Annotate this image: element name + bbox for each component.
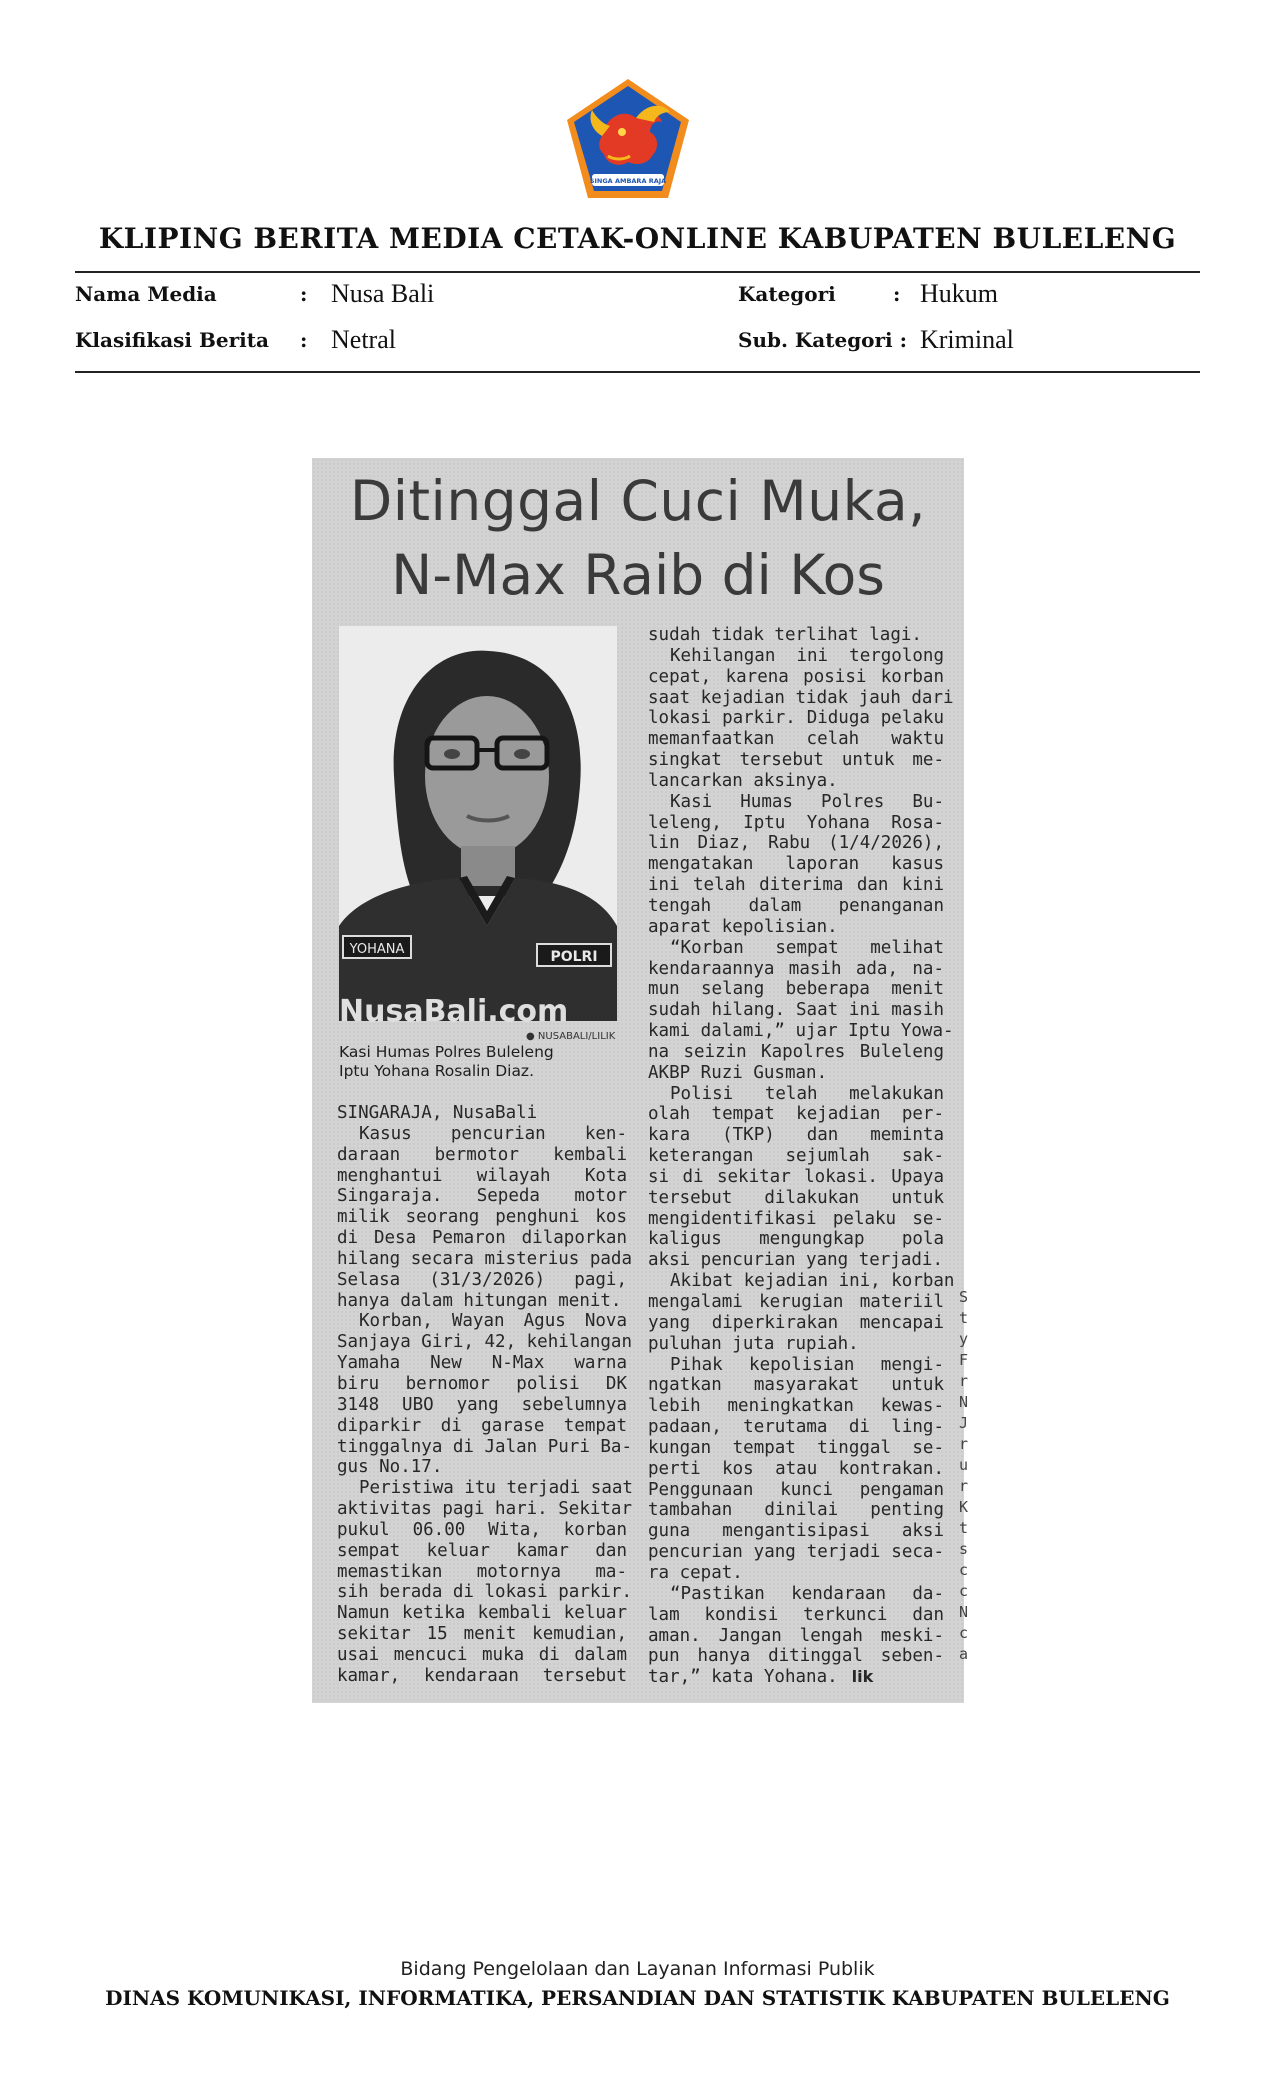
article-photo [339,626,617,1029]
article-text-line: di Desa Pemaron dilaporkan [337,1228,627,1249]
article-text-line: leleng, Iptu Yohana Rosa- [648,812,944,833]
article-text-line: milik seorang penghuni kos [337,1207,627,1228]
article-text-line: kamar, kendaraan tersebut [337,1665,627,1686]
article-text-line: 3148 UBO yang sebelumnya [337,1394,627,1415]
article-text-line: Korban, Wayan Agus Nova [359,1311,627,1332]
fragment-letter: F [959,1351,969,1369]
government-crest-logo [562,76,694,201]
fragment-letter: r [959,1477,969,1495]
article-text-line: aman. Jangan lengah meski- [648,1625,944,1646]
article-text-line: Kasi Humas Polres Bu- [670,791,944,812]
footer-division: Bidang Pengelolaan dan Layanan Informasi Publik [400,1958,875,1980]
article-text-line: memanfaatkan celah waktu [648,729,944,750]
article-text-line: aparat kepolisian. [648,916,838,937]
article-text-line: singkat tersebut untuk me- [648,750,944,771]
headline-line-2: N-Max Raib di Kos [391,543,885,607]
fragment-letter: c [959,1582,969,1600]
article-text-line: sekitar 15 menit kemudian, [337,1624,627,1645]
photo-watermark: NusaBali.com [339,994,569,1029]
article-text-line: biru bernomor polisi DK [337,1373,627,1394]
article-text-line: Yamaha New N-Max warna [337,1353,627,1374]
article-text-line: lebih meningkatkan kewas- [648,1396,944,1417]
meta-row-media [75,279,1200,313]
meta-row-classification [75,325,1200,359]
category-colon: : [893,282,901,306]
fragment-letter: r [959,1435,969,1453]
article-text-line: Akibat kejadian ini, korban [670,1271,955,1292]
classification-value: Netral [331,325,396,354]
article-text-line: aktivitas pagi hari. Sekitar [337,1499,633,1520]
headline-line-1: Ditinggal Cuci Muka, [349,469,927,533]
article-text-line: daraan bermotor kembali [337,1144,627,1165]
caption-line: Kasi Humas Polres Buleleng [339,1043,554,1061]
article-text-line: mengalami kerugian materiil [648,1292,944,1312]
article-text-line: lin Diaz, Rabu (1/4/2026), [648,833,944,854]
fragment-letter: J [959,1414,969,1432]
article-text-line: tar,” kata Yohana. [648,1667,838,1688]
article-text-line: “Korban sempat melihat [670,937,944,958]
article-text-line: sempat keluar kamar dan [337,1540,627,1561]
article-text-line: kaligus mengungkap pola [648,1229,944,1250]
article-text-line: perti kos atau kontrakan. [648,1458,944,1479]
article-closing-line [648,1667,944,1688]
fragment-letter: c [959,1561,969,1579]
article-text-line: memastikan motornya ma- [337,1561,627,1582]
article-text-line: Sanjaya Giri, 42, kehilangan [337,1332,633,1353]
article-text-line: sih berada di lokasi parkir. [337,1582,633,1603]
fragment-letter: u [959,1456,969,1474]
article-text-line: lancarkan aksinya. [648,770,838,791]
article-text-line: Pihak kepolisian mengi- [670,1354,944,1375]
fragment-letter: t [959,1519,969,1537]
author-signature: lik [851,1667,874,1687]
fragment-letter: t [959,1309,969,1327]
footer-agency: DINAS KOMUNIKASI, INFORMATIKA, PERSANDIAN DAN STATISTIK KABUPATEN BULELENG [105,1986,1170,2010]
article-column-left [337,1103,633,1687]
article-text-line: hanya dalam hitungan menit. [337,1290,622,1311]
article-text-line: pencurian yang terjadi seca- [648,1542,944,1563]
media-value: Nusa Bali [331,279,435,308]
media-label: Nama Media [75,282,217,306]
article-text-line: pukul 06.00 Wita, korban [337,1519,627,1540]
article-text-line: mengatakan laporan kasus [648,854,944,875]
article-text-line: hilang secara misterius pada [337,1248,633,1269]
classification-colon: : [300,328,308,352]
article-text-line: aksi pencurian yang terjadi. [648,1250,944,1271]
article-text-line: “Pastikan kendaraan da- [670,1583,944,1604]
header-rule-bottom [75,371,1200,373]
classification-label: Klasifikasi Berita [75,328,269,352]
photo-polri-badge: POLRI [550,949,598,965]
article-text-line: tengah dalam penanganan [648,895,944,916]
article-text-line: ini telah diterima dan kini [648,875,944,896]
article-text-line: olah tempat kejadian per- [648,1104,944,1125]
article-text-line: Singaraja. Sepeda motor [337,1186,627,1207]
dateline: SINGARAJA, NusaBali [337,1103,538,1123]
article-text-line: saat kejadian tidak jauh dari [648,687,954,708]
article-text-line: AKBP Ruzi Gusman. [648,1062,828,1083]
article-text-line: kara (TKP) dan meminta [648,1125,944,1146]
article-text-line: sudah tidak terlihat lagi. [648,625,922,645]
article-text-line: lam kondisi terkunci dan [648,1604,944,1625]
article-text-line: guna mengantisipasi aksi [648,1521,944,1542]
article-text-line: pun hanya ditinggal seben- [648,1646,944,1667]
article-text-line: sudah hilang. Saat ini masih [648,1000,944,1021]
photo-name-badge: YOHANA [349,942,405,957]
article-text-line: kendaraannya masih ada, na- [648,958,944,979]
document-title: KLIPING BERITA MEDIA CETAK-ONLINE KABUPATEN BULELENG [98,222,1177,255]
article-text-line: diparkir di garase tempat [337,1415,627,1436]
article-text-line: Selasa (31/3/2026) pagi, [337,1269,627,1290]
article-text-line: keterangan sejumlah sak- [648,1146,944,1167]
article-text-line: na seizin Kapolres Buleleng [648,1041,944,1062]
logo-motto: SINGA AMBARA RAJA [589,177,667,185]
article-text-line: padaan, terutama di ling- [648,1417,944,1438]
fragment-letter: N [959,1393,969,1411]
category-value: Hukum [920,279,998,308]
article-text-line: Polisi telah melakukan [670,1083,944,1104]
article-text-line: tinggalnya di Jalan Puri Ba- [337,1436,633,1457]
article-text-line: mun selang beberapa menit [648,979,944,1000]
media-colon: : [300,282,308,306]
article-text-line: Peristiwa itu terjadi saat [359,1478,633,1499]
article-text-line: Namun ketika kembali keluar [337,1603,627,1624]
article-text-line: Kasus pencurian ken- [359,1123,627,1144]
article-text-line: kami dalami,” ujar Iptu Yowa- [648,1021,954,1042]
fragment-letter: K [959,1498,969,1516]
article-text-line: lokasi parkir. Diduga pelaku [648,708,944,729]
article-text-line: yang diperkirakan mencapai [648,1312,944,1333]
article-column-right [648,625,955,1688]
header-rule-top [75,271,1200,273]
fragment-letter: r [959,1372,969,1390]
article-text-line: cepat, karena posisi korban [648,666,944,687]
fragment-letter: y [959,1330,969,1348]
article-text-line: si di sekitar lokasi. Upaya [648,1166,944,1187]
article-text-line: gus No.17. [337,1457,443,1478]
fragment-letter: S [959,1288,969,1306]
photo-caption [339,1043,629,1081]
article-text-line: Kehilangan ini tergolong [670,645,944,666]
caption-line: Iptu Yohana Rosalin Diaz. [339,1062,534,1080]
article-text-line: mengidentifikasi pelaku se- [648,1208,944,1229]
fragment-letter: a [959,1645,969,1663]
article-text-line: ra cepat. [648,1562,743,1583]
newspaper-clipping [312,458,969,1703]
article-text-line: kungan tempat tinggal se- [648,1437,944,1458]
article-text-line: Penggunaan kunci pengaman [648,1479,944,1500]
category-label: Kategori [738,282,836,306]
subcategory-value: Kriminal [920,325,1014,354]
article-text-line: ngatkan masyarakat untuk [648,1375,944,1396]
article-text-line: tersebut dilakukan untuk [648,1187,944,1208]
photo-credit: ● NUSABALI/LILIK [526,1031,616,1042]
fragment-letter: s [959,1540,969,1558]
article-text-line: menghantui wilayah Kota [337,1165,627,1186]
fragment-letter: N [959,1603,969,1621]
article-text-line: puluhan juta rupiah. [648,1333,859,1354]
article-text-line: tambahan dinilai penting [648,1500,944,1521]
subcategory-label: Sub. Kategori : [738,328,908,352]
fragment-letter: c [959,1624,969,1642]
article-text-line: usai mencuci muka di dalam [337,1644,627,1665]
